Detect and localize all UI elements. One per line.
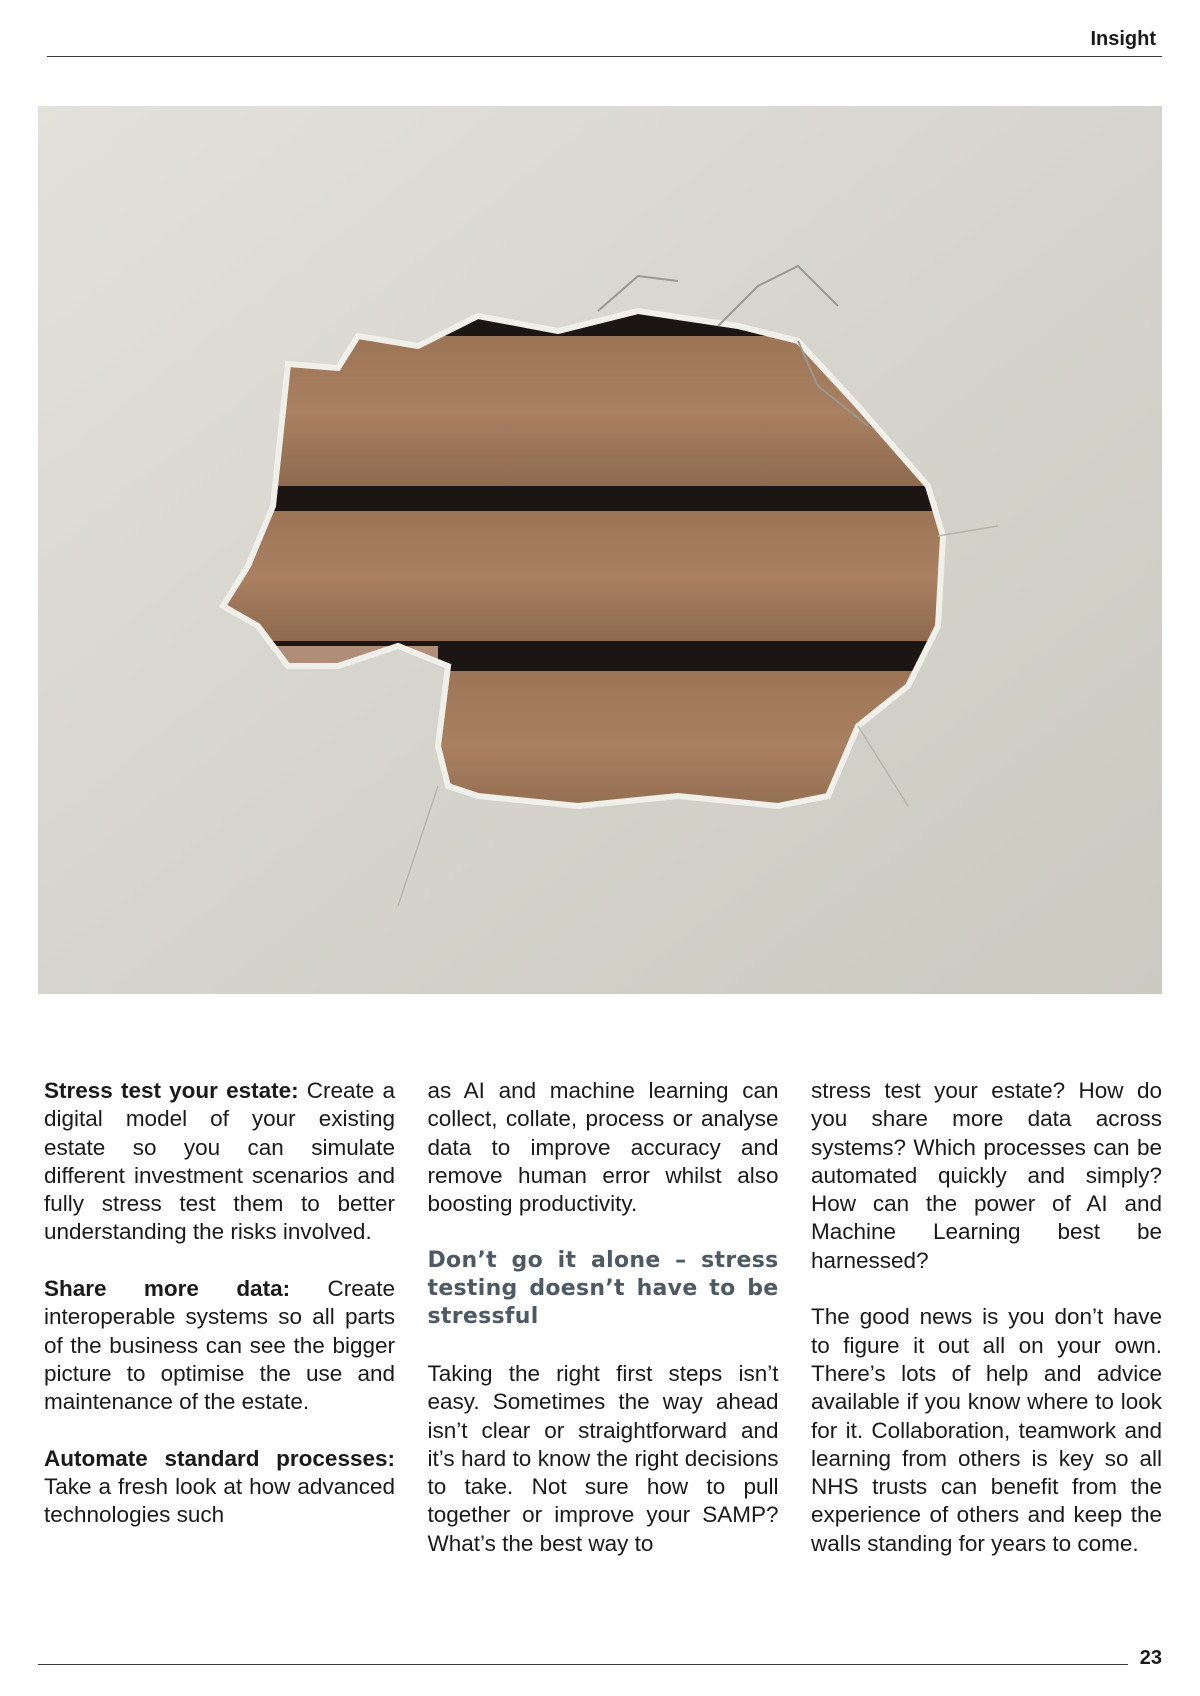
subheading: Don’t go it alone – stress testing doesn’t have to be stressful — [427, 1247, 779, 1330]
paragraph-stress-test — [44, 1077, 395, 1247]
paragraph-automate — [44, 1445, 395, 1530]
lead-share-data: Share more data: — [44, 1276, 291, 1302]
footer-divider — [38, 1664, 1128, 1665]
hole-in-plaster-wall-icon — [38, 106, 1162, 994]
page-number: 23 — [1139, 1647, 1162, 1669]
paragraph-share-data — [44, 1275, 395, 1416]
body-share-data: Create interoperable systems so all parts of the business can see the bigger picture to optimise the use and maintenance of the estate. — [44, 1276, 395, 1415]
body-automate: Take a fresh look at how advanced technologies such — [44, 1474, 395, 1528]
paragraph-first-steps: Taking the right first steps isn’t easy. Sometimes the way ahead isn’t clear or straightforward and it’s hard to know the right decisions to take. Not sure how to pull together or improve your SAMP? What’s the best way to — [427, 1360, 779, 1556]
paragraph-questions: stress test your estate? How do you share more data across systems? Which processes can be automated quickly and simply? How can the power of AI and Machine Learning best be harnessed? — [811, 1078, 1162, 1273]
header-divider — [47, 56, 1162, 57]
lead-automate: Automate standard processes: — [44, 1445, 395, 1471]
hero-photo — [38, 106, 1162, 994]
section-label: Insight — [1090, 28, 1156, 50]
column-2 — [428, 1077, 779, 1558]
article-body — [44, 1077, 1162, 1558]
lead-stress-test: Stress test your estate: — [44, 1078, 299, 1103]
body-stress-test: Create a digital model of your existing estate so you can simulate different investment scenarios and fully stress test them to better understanding the risks involved. — [44, 1078, 395, 1245]
column-1 — [44, 1077, 395, 1558]
paragraph-ai: as AI and machine learning can collect, collate, process or analyse data to improve accuracy and remove human error whilst also boosting productivity. — [427, 1078, 779, 1217]
column-3 — [811, 1077, 1162, 1558]
paragraph-good-news: The good news is you don’t have to figure it out all on your own. There’s lots of help and advice available if you know where to look for it. Collaboration, teamwork and learning from others is key so all NHS trusts can benefit from the experience of others and keep the walls standing for years to come. — [811, 1304, 1162, 1556]
